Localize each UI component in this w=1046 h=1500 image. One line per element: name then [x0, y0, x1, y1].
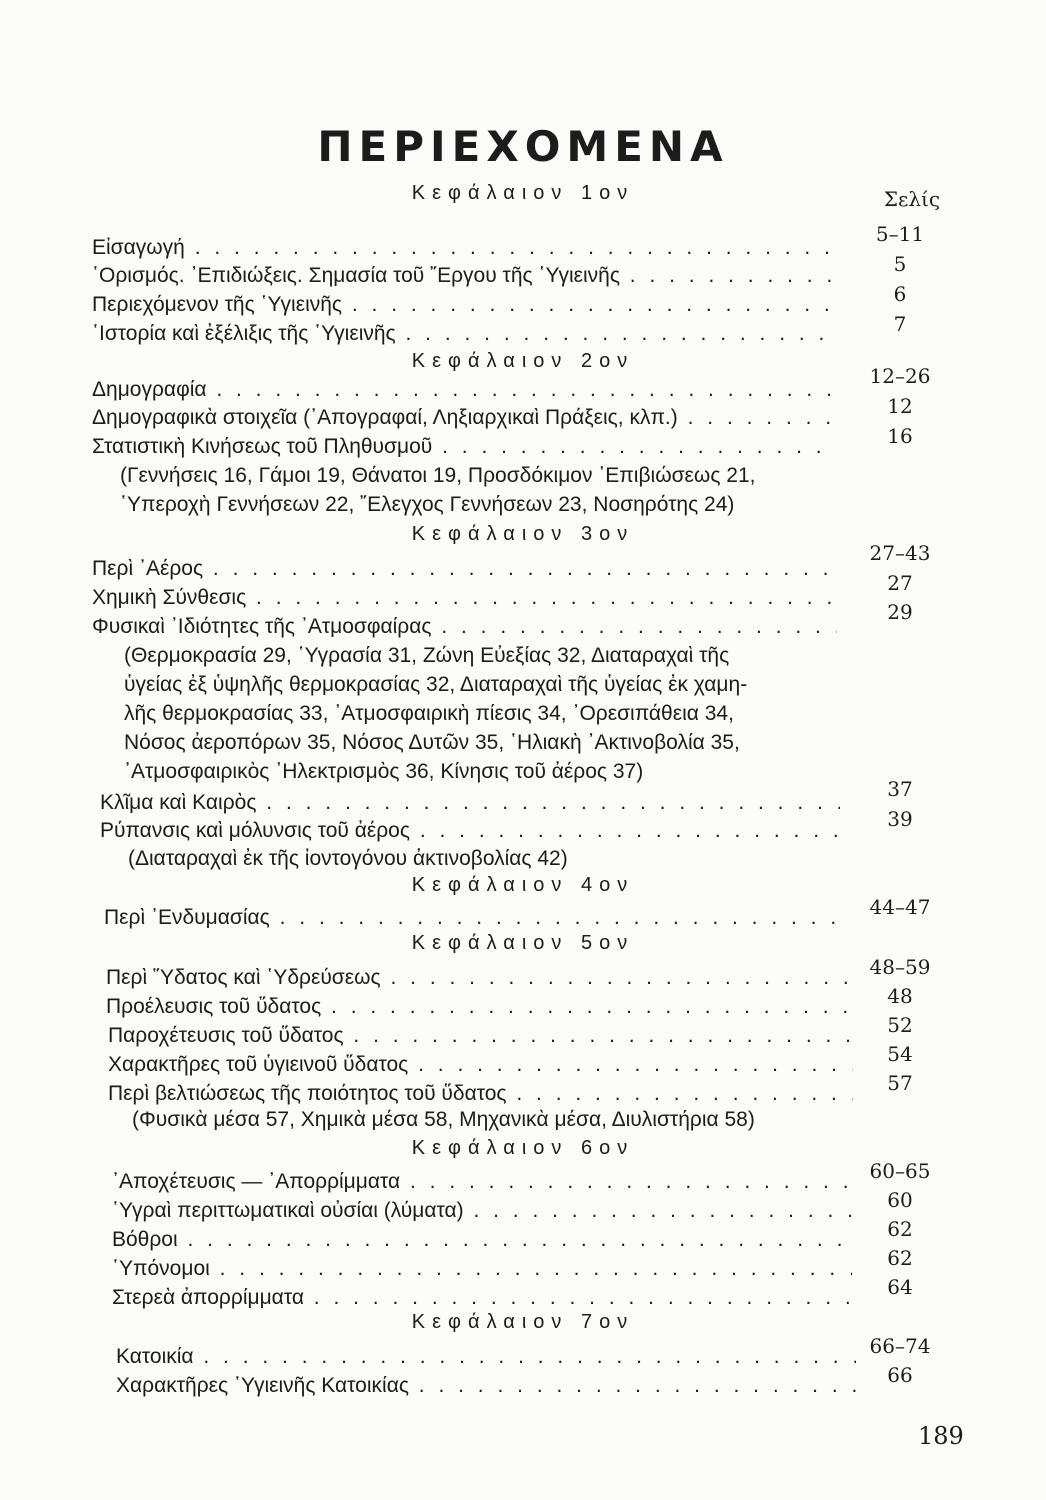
page-number: 5–11: [875, 222, 925, 246]
chapter-heading: Κεφάλαιον 7ον: [411, 1311, 635, 1333]
toc-entry: ῾Υπόνομοι . . .: [112, 1257, 852, 1281]
page-number: 27–43: [869, 541, 931, 565]
chapter-heading: Κεφάλαιον 1ον: [411, 182, 635, 204]
toc-subline: λῆς θερμοκρασίας 33, ᾿Ατμοσφαιρικὴ πίεσις 34, ᾿Ορεσιπάθεια 34,: [124, 702, 734, 725]
toc-entry: Φυσικαὶ ᾿Ιδιότητες τῆς ᾿Ατμοσφαίρας . . .: [92, 615, 837, 639]
chapter-heading: Κεφάλαιον 5ον: [411, 932, 635, 954]
toc-entry: Περιεχόμενον τῆς ῾Υγιεινῆς . . .: [92, 293, 832, 317]
page-number: 48: [887, 984, 913, 1008]
toc-entry: Παροχέτευσις τοῦ ὕδατος . . .: [108, 1024, 853, 1048]
chapter-heading: Κεφάλαιον 2ον: [411, 350, 635, 372]
page-number: 5: [893, 252, 907, 276]
chapter-heading: Κεφάλαιον 4ον: [411, 874, 635, 896]
toc-entry: Δημογραφικὰ στοιχεῖα (᾿Απογραφαί, Ληξιαρχικαὶ Πράξεις, κλπ.) . . .: [92, 406, 837, 430]
page-number: 66: [887, 1363, 913, 1387]
page-number: 64: [887, 1275, 913, 1299]
chapter-heading: Κεφάλαιον 6ον: [411, 1137, 635, 1159]
page-number: 62: [887, 1217, 913, 1241]
toc-entry: ῾Ορισμός. ᾿Επιδιώξεις. Σημασία τοῦ ῎Εργου τῆς ῾Υγιεινῆς . . .: [92, 264, 832, 288]
toc-entry: ῾Υγραὶ περιττωματικαὶ οὐσίαι (λύματα) . . .: [112, 1199, 852, 1223]
toc-subline: (Φυσικὰ μέσα 57, Χημικὰ μέσα 58, Μηχανικὰ μέσα, Διυλιστήρια 58): [132, 1108, 755, 1131]
page-number: 52: [887, 1013, 913, 1037]
page-number: 27: [887, 571, 913, 595]
toc-entry: Χαρακτῆρες ῾Υγιεινῆς Κατοικίας . . .: [116, 1374, 856, 1398]
page-number: 62: [887, 1246, 913, 1270]
page-number: 48–59: [869, 955, 931, 979]
page-number: 57: [887, 1071, 913, 1095]
toc-entry: Εἰσαγωγή . . .: [92, 236, 832, 260]
page-column-header: Σελίς: [883, 187, 941, 211]
chapter-heading: Κεφάλαιον 3ον: [411, 523, 635, 545]
toc-subline: ῾Υπεροχὴ Γεννήσεων 22, ῎Ελεγχος Γεννήσεων 23, Νοσηρότης 24): [120, 493, 735, 516]
page-number: 16: [887, 424, 913, 448]
page-number: 12: [887, 394, 913, 418]
toc-subline: (Διαταραχαὶ ἐκ τῆς ἰοντογόνου ἀκτινοβολίας 42): [128, 847, 568, 870]
toc-entry: ῾Ιστορία καὶ ἐξέλιξις τῆς ῾Υγιεινῆς . . .: [92, 322, 832, 346]
page-number: 12–26: [869, 364, 931, 388]
page-number: 66–74: [869, 1334, 931, 1358]
page-number: 37: [887, 777, 913, 801]
toc-entry: Περὶ ᾿Αέρος . . .: [92, 557, 837, 581]
toc-subline: Νόσος ἀεροπόρων 35, Νόσος Δυτῶν 35, ῾Ηλιακὴ ᾿Ακτινοβολία 35,: [124, 731, 740, 754]
toc-entry: Χαρακτῆρες τοῦ ὑγιεινοῦ ὕδατος . . .: [108, 1053, 853, 1077]
page-number: 7: [893, 312, 907, 336]
toc-entry: Δημογραφία . . .: [92, 378, 832, 402]
folio-page-number: 189: [918, 1422, 964, 1450]
toc-subline: ᾿Ατμοσφαιρικὸς ᾿Ηλεκτρισμὸς 36, Κίνησις τοῦ ἀέρος 37): [124, 760, 644, 783]
toc-entry: Κατοικία . . .: [116, 1345, 856, 1369]
toc-subline: (Γεννήσεις 16, Γάμοι 19, Θάνατοι 19, Προσδόκιμον ᾿Επιβιώσεως 21,: [120, 464, 756, 487]
toc-entry: ᾿Αποχέτευσις — ᾿Απορρίμματα . . .: [112, 1170, 852, 1194]
toc-entry: Ρύπανσις καὶ μόλυνσις τοῦ ἀέρος . . .: [100, 819, 845, 843]
page-number: 60–65: [869, 1159, 931, 1183]
page-number: 44–47: [869, 895, 931, 919]
toc-subline: (Θερμοκρασία 29, ῾Υγρασία 31, Ζώνη Εὐεξίας 32, Διαταραχαὶ τῆς: [124, 644, 730, 667]
toc-entry: Προέλευσις τοῦ ὕδατος . . .: [106, 995, 851, 1019]
toc-entry: Κλῖμα καὶ Καιρὸς . . .: [100, 791, 840, 815]
toc-entry: Χημικὴ Σύνθεσις . . .: [92, 586, 837, 610]
toc-entry: Περὶ ᾿Ενδυμασίας . . .: [104, 906, 844, 930]
toc-entry: Περὶ βελτιώσεως τῆς ποιότητος τοῦ ὕδατος . . .: [108, 1082, 853, 1106]
page-number: 54: [887, 1042, 913, 1066]
page-title: ΠΕΡΙΕΧΟΜΕΝΑ: [317, 122, 729, 171]
toc-entry: Βόθροι . . .: [112, 1228, 852, 1252]
page-number: 60: [887, 1188, 913, 1212]
toc-entry: Στερεὰ ἀπορρίμματα . . .: [112, 1286, 852, 1310]
toc-entry: Περὶ ῞Υδατος καὶ ῾Υδρεύσεως . . .: [106, 966, 851, 990]
page-number: 29: [887, 600, 913, 624]
toc-subline: ὑγείας ἐξ ὑψηλῆς θερμοκρασίας 32, Διαταραχαὶ τῆς ὑγείας ἐκ χαμη-: [124, 673, 748, 696]
toc-entry: Στατιστικὴ Κινήσεως τοῦ Πληθυσμοῦ . . .: [92, 435, 832, 459]
page-number: 39: [887, 807, 913, 831]
page-number: 6: [893, 282, 907, 306]
